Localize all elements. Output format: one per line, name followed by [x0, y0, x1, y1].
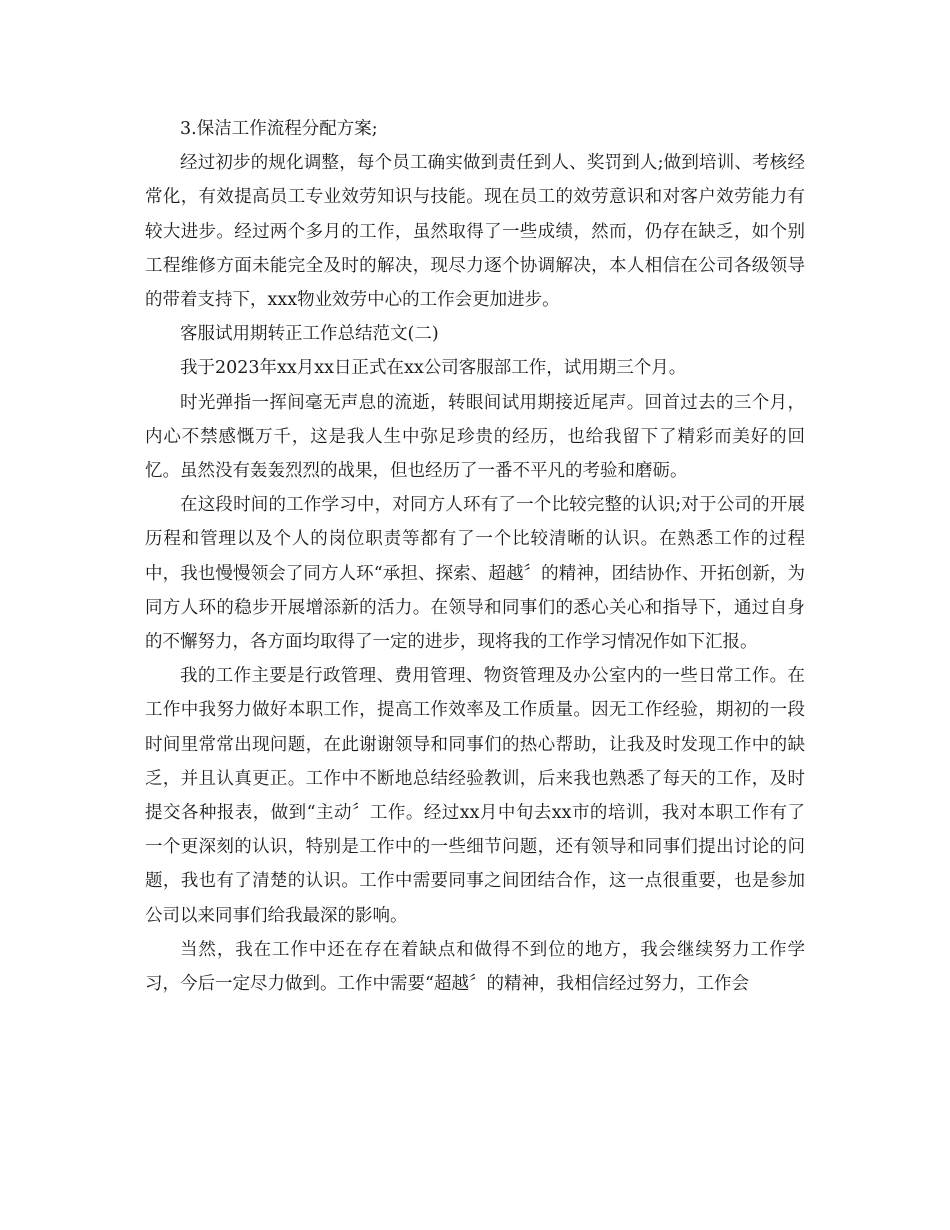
paragraph-start-date: 我于2023年xx月xx日正式在xx公司客服部工作，试用期三个月。: [180, 358, 687, 379]
paragraph-staff-progress: 经过初步的规化调整，每个员工确实做到责任到人、奖罚到人;做到培训、考核经常化，有效提高员工专业效劳知识与技能。现在员工的效劳意识和对客户效劳能力有较大进步。经过两个多月的工作，虽然取得了一些成绩，然而，仍存在缺乏，如个别工程维修方面未能完全及时的解决，现尽力逐个协调解决，本人相信在公司各级领导的带着支持下，xxx物业效劳中心的工作会更加进步。: [145, 153, 805, 311]
paragraph-cleaning-plan-heading: 3.保洁工作流程分配方案;: [180, 119, 378, 139]
paragraph-reflection: 时光弹指一挥间毫无声息的流逝，转眼间试用期接近尾声。回首过去的三个月，内心不禁感慨万千，这是我人生中弥足珍贵的经历，也给我留下了精彩而美好的回忆。虽然没有轰轰烈烈的战果，但也经历了一番不平凡的考验和磨砺。: [145, 392, 805, 482]
paragraph-company-understanding: 在这段时间的工作学习中，对同方人环有了一个比较完整的认识;对于公司的开展历程和管理以及个人的岗位职责等都有了一个比较清晰的认识。在熟悉工作的过程中，我也慢慢领会了同方人环“承担、探索、超越〞的精神，团结协作、开拓创新，为同方人环的稳步开展增添新的活力。在领导和同事们的悉心关心和指导下，通过自身的不懈努力，各方面均取得了一定的进步，现将我的工作学习情况作如下汇报。: [145, 495, 805, 653]
paragraph-shortcomings: 当然，我在工作中还在存在着缺点和做得不到位的地方，我会继续努力工作学习，今后一定尽力做到。工作中需要“超越〞的精神，我相信经过努力，工作会: [145, 939, 805, 995]
paragraph-section-title: 客服试用期转正工作总结范文(二): [180, 324, 439, 345]
document-body: [145, 112, 805, 1001]
paragraph-work-duties: 我的工作主要是行政管理、费用管理、物资管理及办公室内的一些日常工作。在工作中我努力做好本职工作，提高工作效率及工作质量。因无工作经验，期初的一段时间里常常出现问题，在此谢谢领导和同事们的热心帮助，让我及时发现工作中的缺乏，并且认真更正。工作中不断地总结经验教训，后来我也熟悉了每天的工作，及时提交各种报表，做到“主动〞工作。经过xx月中旬去xx市的培训，我对本职工作有了一个更深刻的认识，特别是工作中的一些细节问题，还有领导和同事们提出讨论的问题，我也有了清楚的认识。工作中需要同事之间团结合作，这一点很重要，也是参加公司以来同事们给我最深的影响。: [145, 666, 805, 926]
